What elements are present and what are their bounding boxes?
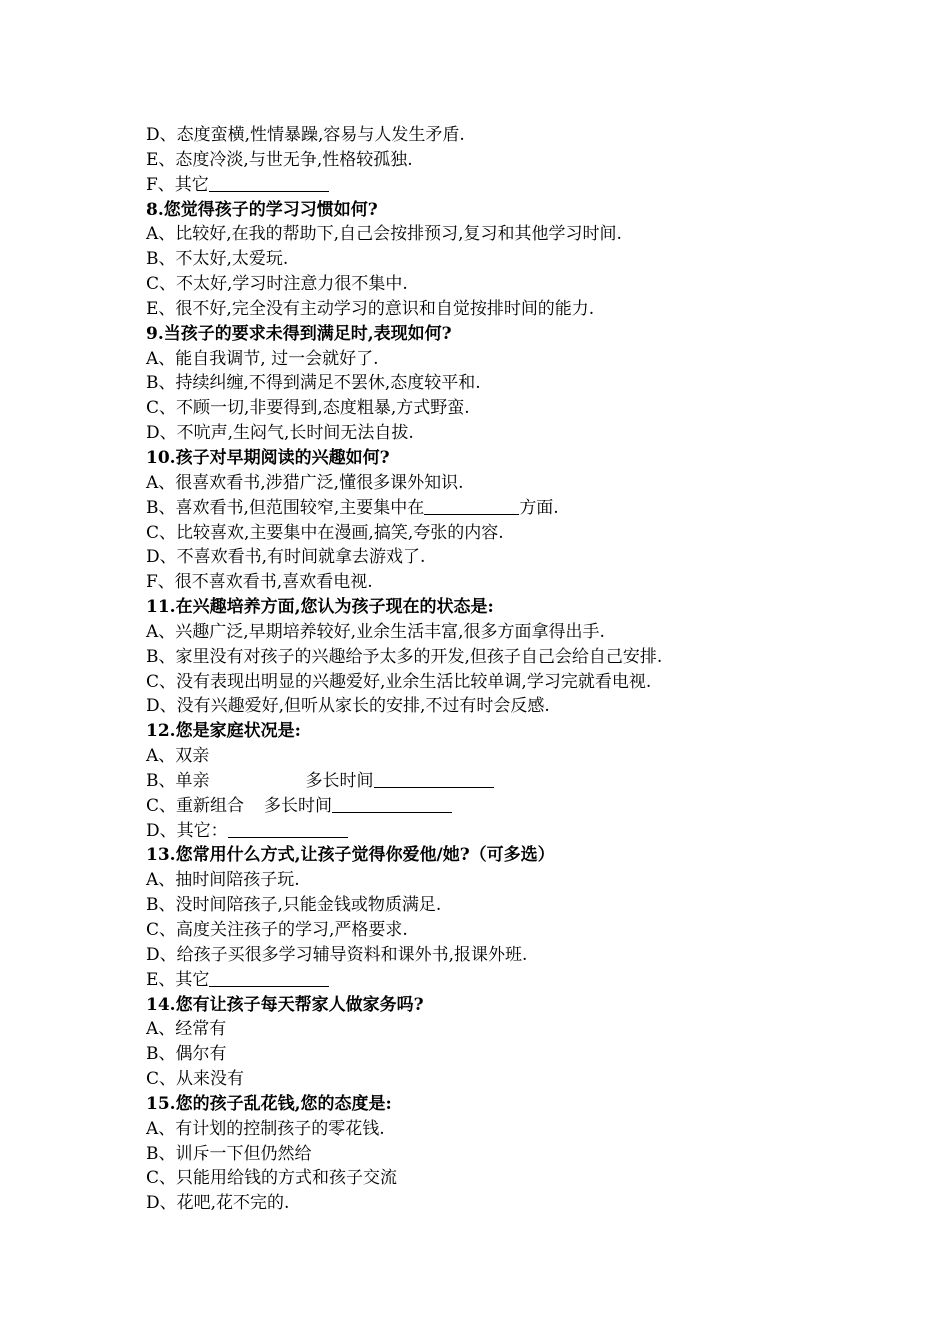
option-text-suffix: 方面.	[519, 497, 559, 518]
option-text: F、其它	[146, 174, 209, 195]
duration-label: 多长时间	[264, 795, 333, 816]
questionnaire-page	[146, 123, 906, 1216]
option-line: E、很不好,完全没有主动学习的意识和自觉按排时间的能力.	[146, 298, 595, 319]
option-line: D、给孩子买很多学习辅导资料和课外书,报课外班.	[146, 944, 528, 965]
option-line: A、很喜欢看书,涉猎广泛,懂很多课外知识.	[146, 472, 464, 493]
option-text: C、重新组合	[146, 795, 245, 816]
option-line: B、偶尔有	[146, 1044, 227, 1065]
fill-blank[interactable]	[209, 969, 329, 987]
option-line	[146, 794, 906, 819]
fill-blank[interactable]	[374, 770, 494, 788]
option-text: D、其它：	[146, 820, 228, 841]
option-line: F、很不喜欢看书,喜欢看电视.	[146, 572, 373, 593]
option-line: C、不顾一切,非要得到,态度粗暴,方式野蛮.	[146, 398, 470, 419]
question-heading: 9.当孩子的要求未得到满足时,表现如何?	[146, 323, 452, 344]
option-line: A、有计划的控制孩子的零花钱.	[146, 1118, 385, 1139]
option-line: B、持续纠缠,不得到满足不罢休,态度较平和.	[146, 373, 481, 394]
question-heading: 15.您的孩子乱花钱,您的态度是:	[146, 1093, 392, 1114]
option-line: A、兴趣广泛,早期培养较好,业余生活丰富,很多方面拿得出手.	[146, 621, 605, 642]
option-line: D、没有兴趣爱好,但听从家长的安排,不过有时会反感.	[146, 696, 550, 717]
option-line: B、训斥一下但仍然给	[146, 1143, 312, 1164]
option-line: C、没有表现出明显的兴趣爱好,业余生活比较单调,学习完就看电视.	[146, 671, 652, 692]
option-text: B、喜欢看书,但范围较窄,主要集中在	[146, 497, 425, 518]
option-line: A、抽时间陪孩子玩.	[146, 870, 300, 891]
option-line: A、经常有	[146, 1019, 227, 1040]
fill-blank[interactable]	[209, 174, 329, 192]
option-text: B、单亲	[146, 770, 210, 791]
option-line: C、高度关注孩子的学习,严格要求.	[146, 920, 408, 940]
question-heading: 10.孩子对早期阅读的兴趣如何?	[146, 447, 390, 468]
option-line: E、态度冷淡,与世无争,性格较孤独.	[146, 149, 413, 170]
question-heading: 11.在兴趣培养方面,您认为孩子现在的状态是:	[146, 597, 494, 618]
question-heading: 8.您觉得孩子的学习习惯如何?	[146, 199, 378, 220]
option-line: D、花吧,花不完的.	[146, 1193, 290, 1214]
option-line	[146, 968, 906, 993]
option-line: A、双亲	[146, 746, 210, 767]
option-text: E、其它	[146, 969, 210, 990]
question-heading: 14.您有让孩子每天帮家人做家务吗?	[146, 994, 424, 1015]
option-line: C、不太好,学习时注意力很不集中.	[146, 274, 408, 295]
option-line: A、比较好,在我的帮助下,自己会按排预习,复习和其他学习时间.	[146, 224, 622, 245]
option-line: A、能自我调节, 过一会就好了.	[146, 348, 379, 369]
fill-blank[interactable]	[228, 820, 348, 838]
option-line: C、从来没有	[146, 1069, 245, 1090]
option-line: B、没时间陪孩子,只能金钱或物质满足.	[146, 895, 442, 916]
question-heading: 13.您常用什么方式,让孩子觉得你爱他/她?（可多选）	[146, 845, 555, 866]
option-line	[146, 496, 906, 521]
option-line	[146, 769, 906, 794]
duration-label: 多长时间	[305, 770, 374, 791]
question-heading: 12.您是家庭状况是:	[146, 721, 301, 742]
option-line	[146, 173, 906, 198]
option-line: D、态度蛮横,性情暴躁,容易与人发生矛盾.	[146, 125, 465, 145]
option-line: D、不吭声,生闷气,长时间无法自拔.	[146, 423, 414, 444]
fill-blank[interactable]	[332, 795, 452, 813]
fill-blank[interactable]	[424, 497, 519, 515]
option-line: C、比较喜欢,主要集中在漫画,搞笑,夸张的内容.	[146, 522, 504, 543]
option-line: D、不喜欢看书,有时间就拿去游戏了.	[146, 547, 426, 568]
option-line: C、只能用给钱的方式和孩子交流	[146, 1168, 398, 1189]
option-line	[146, 819, 906, 844]
option-line: B、家里没有对孩子的兴趣给予太多的开发,但孩子自己会给自己安排.	[146, 646, 663, 667]
option-line: B、不太好,太爱玩.	[146, 249, 289, 270]
